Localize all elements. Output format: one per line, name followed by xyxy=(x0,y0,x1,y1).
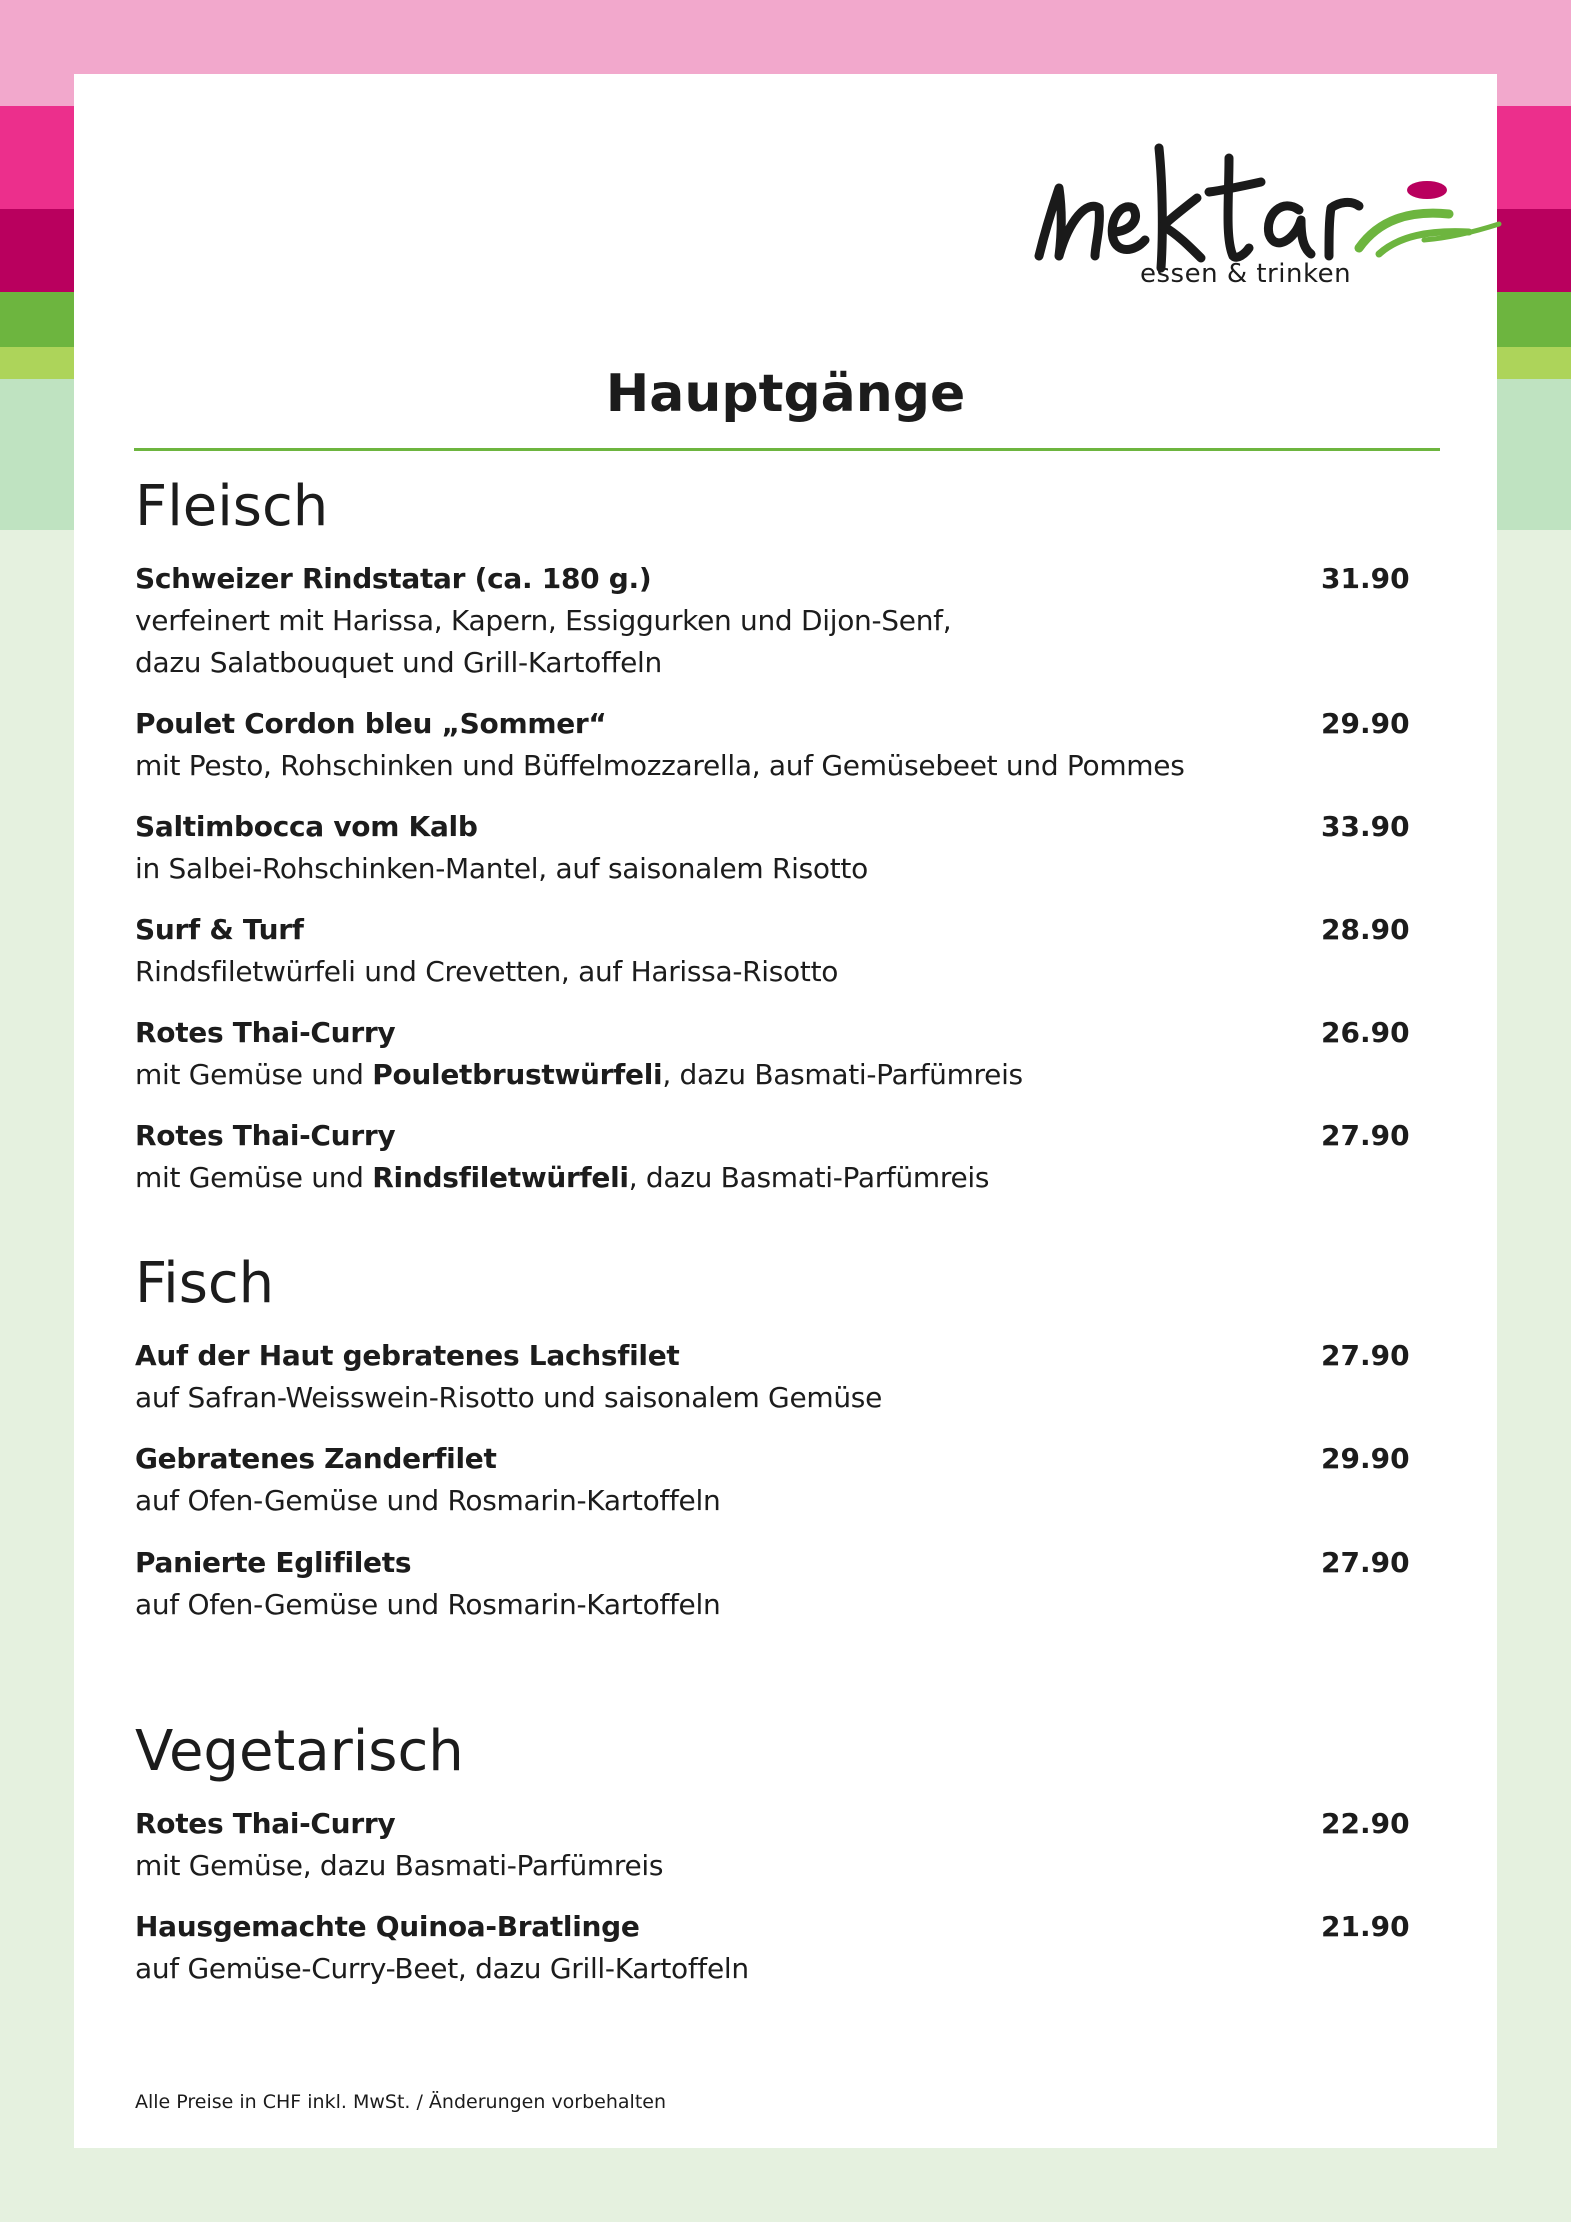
item-description: auf Gemüse-Curry-Beet, dazu Grill-Kartoffeln xyxy=(135,1952,749,1985)
menu-item xyxy=(135,1438,1435,1522)
menu-item xyxy=(135,909,1435,993)
item-description-text: , dazu Basmati-Parfümreis xyxy=(628,1161,990,1194)
item-name: Gebratenes Zanderfilet xyxy=(135,1442,497,1475)
title-divider xyxy=(134,448,1440,451)
menu-item xyxy=(135,1542,1435,1626)
section-title-fisch: Fisch xyxy=(135,1251,275,1316)
item-description-text: mit Gemüse und xyxy=(135,1161,373,1194)
item-description: Rindsfiletwürfeli und Crevetten, auf Harissa-Risotto xyxy=(135,955,839,988)
section-title-fleisch: Fleisch xyxy=(135,474,329,539)
item-name: Rotes Thai-Curry xyxy=(135,1807,396,1840)
item-price: 27.90 xyxy=(1321,1339,1410,1372)
item-name: Schweizer Rindstatar (ca. 180 g.) xyxy=(135,562,652,595)
menu-item xyxy=(135,558,1435,684)
section-title-vegetarisch: Vegetarisch xyxy=(135,1719,464,1784)
item-description-highlight: Pouletbrustwürfeli xyxy=(372,1058,663,1091)
item-price: 21.90 xyxy=(1321,1910,1410,1943)
item-description-text: , dazu Basmati-Parfümreis xyxy=(662,1058,1023,1091)
item-description-highlight: Rindsfiletwürfeli xyxy=(372,1161,629,1194)
item-name: Poulet Cordon bleu „Sommer“ xyxy=(135,707,607,740)
item-name: Hausgemachte Quinoa-Bratlinge xyxy=(135,1910,640,1943)
logo-tagline: essen & trinken xyxy=(1140,259,1352,289)
item-price: 28.90 xyxy=(1321,913,1410,946)
item-name: Panierte Eglifilets xyxy=(135,1546,412,1579)
item-price: 27.90 xyxy=(1321,1119,1410,1152)
item-price: 26.90 xyxy=(1321,1016,1410,1049)
item-description: auf Ofen-Gemüse und Rosmarin-Kartoffeln xyxy=(135,1588,721,1621)
item-description: auf Safran-Weisswein-Risotto und saisonalem Gemüse xyxy=(135,1381,883,1414)
item-name: Surf & Turf xyxy=(135,913,304,946)
item-description-text: mit Gemüse und xyxy=(135,1058,373,1091)
item-name: Rotes Thai-Curry xyxy=(135,1119,396,1152)
item-description: mit Gemüse, dazu Basmati-Parfümreis xyxy=(135,1849,664,1882)
nektar-logo xyxy=(1029,128,1549,328)
item-price: 31.90 xyxy=(1321,562,1410,595)
item-description: dazu Salatbouquet und Grill-Kartoffeln xyxy=(135,646,662,679)
item-description: auf Ofen-Gemüse und Rosmarin-Kartoffeln xyxy=(135,1484,721,1517)
item-description xyxy=(135,1157,1435,1199)
price-footnote: Alle Preise in CHF inkl. MwSt. / Änderungen vorbehalten xyxy=(135,2091,667,2113)
item-description xyxy=(135,1054,1435,1096)
item-name: Saltimbocca vom Kalb xyxy=(135,810,478,843)
item-name: Auf der Haut gebratenes Lachsfilet xyxy=(135,1339,680,1372)
menu-item xyxy=(135,806,1435,890)
menu-item xyxy=(135,1803,1435,1887)
page-title: Hauptgänge xyxy=(605,364,966,424)
item-price: 29.90 xyxy=(1321,1442,1410,1475)
menu-sheet xyxy=(74,74,1497,2148)
item-name: Rotes Thai-Curry xyxy=(135,1016,396,1049)
item-description: mit Pesto, Rohschinken und Büffelmozzarella, auf Gemüsebeet und Pommes xyxy=(135,749,1185,782)
menu-item xyxy=(135,1115,1435,1199)
menu-item xyxy=(135,1906,1435,1990)
item-price: 22.90 xyxy=(1321,1807,1410,1840)
item-price: 27.90 xyxy=(1321,1546,1410,1579)
menu-item xyxy=(135,703,1435,787)
nektar-logo-graphic xyxy=(1029,128,1549,328)
item-description: in Salbei-Rohschinken-Mantel, auf saisonalem Risotto xyxy=(135,852,868,885)
menu-item xyxy=(135,1335,1435,1419)
item-description: verfeinert mit Harissa, Kapern, Essiggurken und Dijon-Senf, xyxy=(135,604,952,637)
item-price: 33.90 xyxy=(1321,810,1410,843)
item-price: 29.90 xyxy=(1321,707,1410,740)
menu-item xyxy=(135,1012,1435,1096)
